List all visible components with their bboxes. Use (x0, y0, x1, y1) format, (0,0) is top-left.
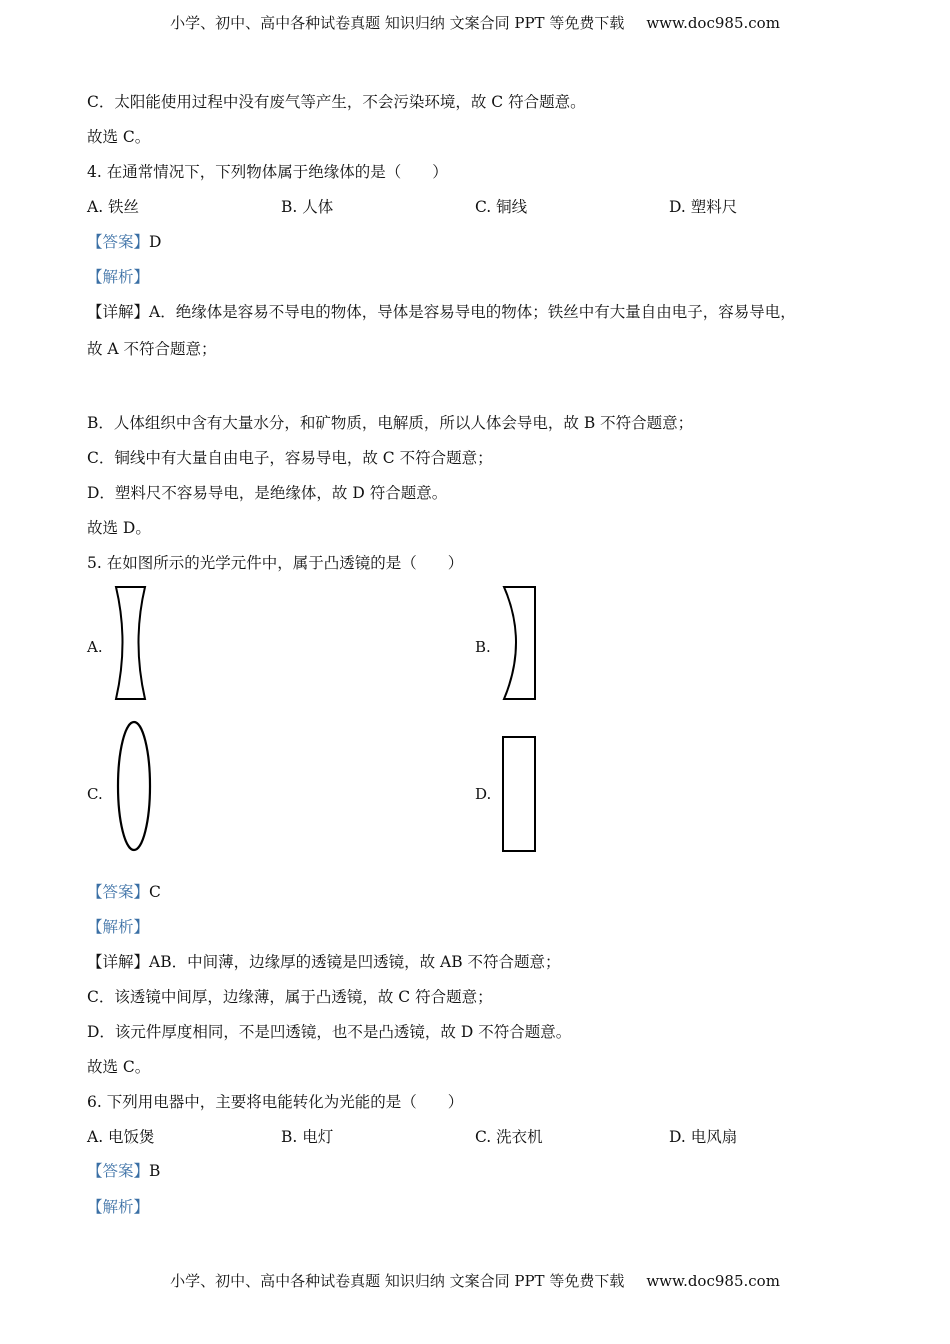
q3-c-explanation: C．太阳能使用过程中没有废气等产生，不会污染环境，故 C 符合题意。 (87, 93, 586, 111)
q3-conclusion: 故选 C。 (87, 128, 151, 146)
q4-detail-2: 故 A 不符合题意； (87, 340, 217, 358)
convex-lens-c-figure (112, 718, 156, 854)
q4-detail-1 (87, 300, 796, 322)
answer-tag: 【答案】 (87, 233, 150, 251)
q4-option-a: A. 铁丝 (87, 198, 140, 216)
q4-analysis-tag: 【解析】 (87, 268, 150, 286)
header-url[interactable]: www.doc985.com (646, 14, 780, 32)
q4-option-b: B. 人体 (281, 198, 334, 216)
q5-analysis-tag: 【解析】 (87, 918, 150, 936)
header-text: 小学、初中、高中各种试卷真题 知识归纳 文案合同 PPT 等免费下载 (170, 14, 625, 32)
q4-answer (87, 230, 161, 252)
detail-tag: 【详解】 (87, 953, 150, 971)
page-footer (0, 1270, 950, 1291)
q5-figure-label-c: C. (87, 785, 103, 803)
q6-option-d: D. 电风扇 (669, 1128, 738, 1146)
concave-lens-a-figure (108, 584, 158, 702)
q4-detail-b: B．人体组织中含有大量水分，和矿物质，电解质，所以人体会导电，故 B 不符合题意； (87, 414, 694, 432)
answer-tag: 【答案】 (87, 883, 150, 901)
q4-stem: 4. 在通常情况下，下列物体属于绝缘体的是（ ） (87, 163, 448, 181)
q5-figure-label-d: D. (475, 785, 492, 803)
q4-detail-c: C．铜线中有大量自由电子，容易导电，故 C 不符合题意； (87, 449, 493, 467)
q5-answer (87, 880, 161, 902)
q6-option-b: B. 电灯 (281, 1128, 334, 1146)
q4-conclusion: 故选 D。 (87, 519, 151, 537)
answer-tag: 【答案】 (87, 1162, 150, 1180)
q5-figure-label-a: A. (87, 638, 103, 656)
q6-option-a: A. 电饭煲 (87, 1128, 155, 1146)
answer-value: B (149, 1162, 161, 1180)
page-header (0, 12, 950, 33)
q5-conclusion: 故选 C。 (87, 1058, 151, 1076)
q4-option-c: C. 铜线 (475, 198, 528, 216)
q5-detail-d: D．该元件厚度相同，不是凹透镜，也不是凸透镜，故 D 不符合题意。 (87, 1023, 572, 1041)
q5-stem: 5. 在如图所示的光学元件中，属于凸透镜的是（ ） (87, 554, 464, 572)
answer-value: C (149, 883, 161, 901)
glass-slab-d-figure (500, 734, 540, 854)
q6-analysis-tag: 【解析】 (87, 1198, 150, 1216)
q5-figure-label-b: B. (475, 638, 491, 656)
detail-tag: 【详解】 (87, 303, 150, 321)
detail-text: AB．中间薄，边缘厚的透镜是凹透镜，故 AB 不符合题意； (149, 953, 561, 971)
concave-lens-b-figure (498, 584, 542, 702)
answer-value: D (149, 233, 162, 251)
q5-detail-ab (87, 950, 561, 972)
q6-option-c: C. 洗衣机 (475, 1128, 543, 1146)
q4-detail-d: D．塑料尺不容易导电，是绝缘体，故 D 符合题意。 (87, 484, 448, 502)
footer-text: 小学、初中、高中各种试卷真题 知识归纳 文案合同 PPT 等免费下载 (170, 1272, 625, 1290)
q4-option-d: D. 塑料尺 (669, 198, 738, 216)
footer-url[interactable]: www.doc985.com (646, 1272, 780, 1290)
detail-text: A．绝缘体是容易不导电的物体，导体是容易导电的物体；铁丝中有大量自由电子，容易导电， (149, 303, 796, 321)
q5-detail-c: C．该透镜中间厚，边缘薄，属于凸透镜，故 C 符合题意； (87, 988, 493, 1006)
q6-answer (87, 1159, 160, 1181)
q6-stem: 6. 下列用电器中，主要将电能转化为光能的是（ ） (87, 1093, 464, 1111)
